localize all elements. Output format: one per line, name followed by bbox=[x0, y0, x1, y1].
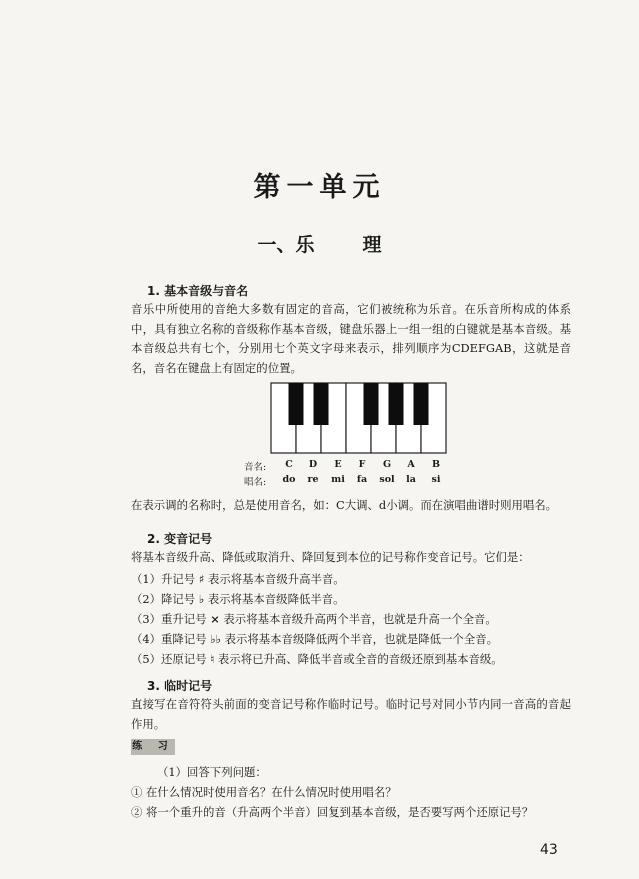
heading-accidentals: 2. 变音记号 bbox=[147, 532, 213, 546]
question-2: ② 将一个重升的音（升高两个半音）回复到基本音级，是否要写两个还原记号？ bbox=[131, 805, 534, 819]
sing-name: re bbox=[307, 474, 319, 485]
sing-name: la bbox=[406, 474, 416, 485]
exercise-tag: 练 习 bbox=[131, 739, 175, 755]
paragraph-accidentals: 将基本音级升高、降低或取消升、降回复到本位的记号称作变音记号。它们是： bbox=[131, 550, 530, 564]
sing-name: fa bbox=[356, 474, 368, 485]
note-name: C bbox=[285, 459, 293, 470]
note-name: E bbox=[334, 459, 342, 470]
accidental-item-flat bbox=[131, 591, 345, 607]
sing-name: si bbox=[431, 474, 441, 485]
accidental-item-natural bbox=[131, 651, 503, 667]
black-key bbox=[314, 383, 329, 425]
accidental-label: （1）升记号 bbox=[131, 572, 196, 586]
accidental-desc: 表示将已升高、降低半音或全音的音级还原到基本音级。 bbox=[217, 652, 503, 666]
unit-title: 第一单元 bbox=[253, 172, 386, 203]
accidental-desc: 表示将基本音级升高两个半音，也就是升高一个全音。 bbox=[223, 612, 497, 626]
section-title bbox=[0, 230, 639, 257]
flat-icon: ♭ bbox=[198, 592, 205, 606]
note-name: F bbox=[358, 459, 366, 470]
black-key bbox=[389, 383, 404, 425]
sing-name: mi bbox=[331, 474, 345, 485]
accidental-desc: 表示将基本音级降低两个半音，也就是降低一个全音。 bbox=[224, 632, 498, 646]
heading-temporary-accidentals: 3. 临时记号 bbox=[147, 679, 213, 693]
note-name-label: 音名: bbox=[244, 462, 267, 473]
note-name: A bbox=[407, 459, 415, 470]
paragraph-key-names: 在表示调的名称时，总是使用音名，如：C大调、d小调。而在演唱曲谱时则用唱名。 bbox=[131, 498, 558, 512]
accidental-item-double-flat bbox=[131, 631, 498, 647]
sing-name-label: 唱名: bbox=[244, 477, 267, 488]
question-1: ① 在什么情况时使用音名？在什么情况时使用唱名？ bbox=[131, 785, 397, 799]
sharp-icon: ♯ bbox=[198, 572, 205, 586]
section-title-rest: 理 bbox=[362, 234, 382, 256]
accidental-item-double-sharp bbox=[131, 611, 497, 627]
paragraph-basic-notes: 音乐中所使用的音绝大多数有固定的音高，它们被统称为乐音。在乐音所构成的体系中，具有独立名称的音级称作基本音级，键盘乐器上一组一组的白键就是基本音级。基本音级总共有七个，分别用七个英文字母来表示，排列顺序为CDEFGAB，这就是音名，音名在键盘上有固定的位置。 bbox=[131, 302, 571, 375]
natural-icon: ♮ bbox=[210, 652, 215, 666]
black-key bbox=[289, 383, 304, 425]
accidental-desc: 表示将基本音级降低半音。 bbox=[207, 592, 345, 606]
accidental-label: （4）重降记号 bbox=[131, 632, 207, 646]
black-key bbox=[364, 383, 379, 425]
note-name: D bbox=[308, 459, 318, 470]
note-name: G bbox=[382, 459, 392, 470]
heading-basic-notes: 1. 基本音级与音名 bbox=[147, 284, 249, 298]
sing-name: do bbox=[282, 474, 296, 485]
section-title-number: 一、乐 bbox=[257, 234, 315, 256]
note-name: B bbox=[431, 459, 441, 470]
paragraph-temporary-accidentals: 直接写在音符符头前面的变音记号称作临时记号。临时记号对同小节内同一音高的音起作用。 bbox=[131, 697, 571, 731]
accidental-label: （3）重升记号 bbox=[131, 612, 207, 626]
accidental-desc: 表示将基本音级升高半音。 bbox=[207, 572, 345, 586]
sing-name: sol bbox=[379, 474, 395, 485]
question-intro: （1）回答下列问题： bbox=[157, 765, 267, 779]
page-number: 43 bbox=[540, 842, 558, 858]
black-key bbox=[414, 383, 429, 425]
double-sharp-icon: × bbox=[210, 612, 220, 626]
accidental-label: （5）还原记号 bbox=[131, 652, 207, 666]
piano-keyboard-diagram bbox=[270, 382, 450, 454]
accidental-item-sharp bbox=[131, 571, 345, 587]
accidental-label: （2）降记号 bbox=[131, 592, 196, 606]
double-flat-icon: ♭♭ bbox=[210, 632, 221, 646]
